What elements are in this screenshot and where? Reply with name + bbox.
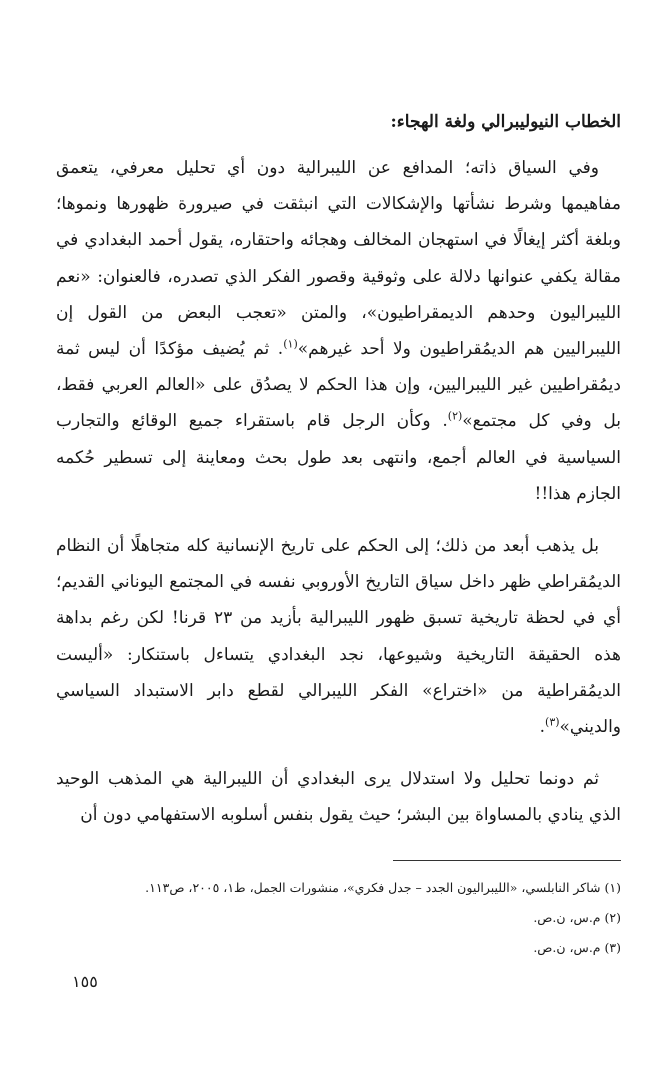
- footnote-ref-2[interactable]: (٢): [447, 409, 463, 423]
- section-heading: الخطاب النيوليبرالي ولغة الهجاء:: [390, 112, 621, 132]
- footnote-divider: [393, 860, 621, 861]
- footnote-2: (٢) م.س، ن.ص.: [533, 910, 621, 925]
- footnote-ref-1[interactable]: (١): [283, 337, 298, 351]
- page-body: [56, 108, 621, 834]
- paragraph-text: . وكأن الرجل قام باستقراء جميع الوقائع والتجارب السياسية في العالم أجمع، وانتهى بعد طول بحث ومعاينة إلى تسطير حُكمه الجازم هذا!!: [56, 411, 621, 504]
- paragraph-text: .: [539, 717, 546, 738]
- footnotes-section: [56, 860, 621, 963]
- paragraph-text: وفي السياق ذاته؛ المدافع عن الليبرالية دون أي تحليل معرفي، يتعمق مفاهيمها وشرط نشأتها والإشكالات التي انبثقت في صيرورة ظهورها ونموها؛ وبلغة أكثر إيغالًا في استهجان المخالف وهجائه واحتقاره، يقول أحمد البغدادي في مقالة يكفي عنوانها دلالة على وثوقية وقصور الفكر الذي تصدره، فالعنوان: «نعم الليبراليون وحدهم الديمقراطيون»، والمتن «تعجب البعض من القول إن الليبراليين هم الديمُقراطيون ولا أحد غيرهم»: [56, 158, 621, 360]
- footnote-3: (٣) م.س، ن.ص.: [533, 940, 621, 955]
- paragraph-1: [56, 150, 621, 512]
- paragraph-text: ثم دونما تحليل ولا استدلال يرى البغدادي أن الليبرالية هي المذهب الوحيد الذي ينادي بالمساواة بين البشر؛ حيث يقول بنفس أسلوبه الاستفهامي دون أن: [56, 769, 621, 826]
- paragraph-text: . ثم يُضيف مؤكدًا أن ليس ثمة ديمُقراطيين غير الليبراليين، وإن هذا الحكم لا يصدُق على «العالم العربي فقط، بل وفي كل مجتمع»: [56, 339, 621, 432]
- paragraph-2: [56, 528, 621, 745]
- footnote-1: (١) شاكر النابلسي، «الليبراليون الجدد – جدل فكري»، منشورات الجمل، ط١، ٢٠٠٥، ص١١٣.: [145, 880, 621, 895]
- paragraph-text: بل يذهب أبعد من ذلك؛ إلى الحكم على تاريخ الإنسانية كله متجاهلًا أن النظام الديمُقراطي ظهر داخل سياق التاريخ الأوروبي نفسه في المجتمع اليوناني القديم؛ أي في لحظة تاريخية تسبق ظهور الليبرالية بأزيد من ٢٣ قرنا! لكن رغم بداهة هذه الحقيقة التاريخية وشيوعها، نجد البغدادي يتساءل باستنكار: «أليست الديمُقراطية من «اختراع» الفكر الليبرالي لقطع دابر الاستبداد السياسي والديني»: [56, 536, 621, 738]
- paragraph-3: [56, 761, 621, 833]
- footnote-ref-3[interactable]: (٣): [545, 715, 560, 729]
- page-number: ١٥٥: [72, 972, 98, 991]
